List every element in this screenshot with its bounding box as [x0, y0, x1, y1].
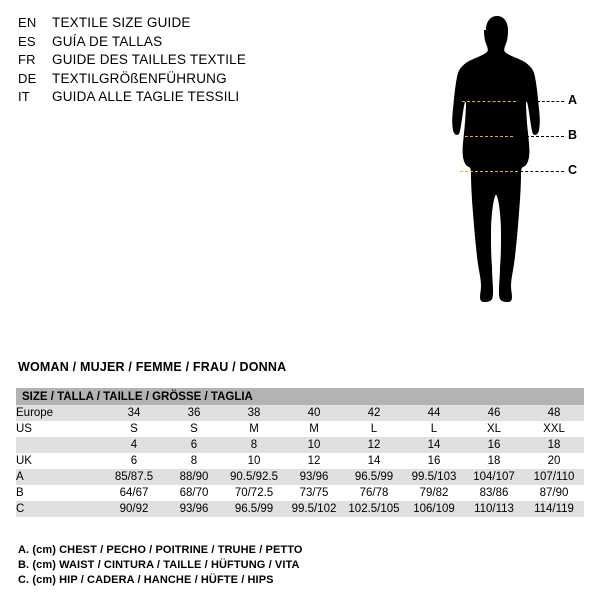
language-row	[18, 70, 348, 89]
table-cell: 96.5/99	[344, 469, 404, 485]
table-cell: 12	[344, 437, 404, 453]
table-cell: 76/78	[344, 485, 404, 501]
waist-leader-line	[516, 136, 564, 137]
language-code: EN	[18, 15, 37, 30]
table-row	[16, 469, 584, 485]
table-cell: 20	[524, 453, 584, 469]
table-cell: 99.5/102	[284, 501, 344, 517]
table-row	[16, 501, 584, 517]
table-cell: 10	[284, 437, 344, 453]
table-cell: 48	[524, 405, 584, 421]
language-title: GUIDA ALLE TAGLIE TESSILI	[52, 89, 240, 104]
table-cell: 68/70	[164, 485, 224, 501]
table-cell: 18	[524, 437, 584, 453]
language-row	[18, 33, 348, 52]
table-cell: 40	[284, 405, 344, 421]
table-cell: 106/109	[404, 501, 464, 517]
row-label: UK	[16, 453, 104, 469]
table-cell: L	[404, 421, 464, 437]
row-label: US	[16, 421, 104, 437]
table-cell: 90.5/92.5	[224, 469, 284, 485]
table-cell: 99.5/103	[404, 469, 464, 485]
table-row	[16, 437, 584, 453]
table-cell: S	[104, 421, 164, 437]
table-cell: 64/67	[104, 485, 164, 501]
table-cell: 8	[224, 437, 284, 453]
table-row	[16, 421, 584, 437]
legend-line-c: C. (cm) HIP / CADERA / HANCHE / HÜFTE / HIPS	[18, 574, 274, 586]
table-cell: 44	[404, 405, 464, 421]
table-cell: 14	[404, 437, 464, 453]
table-cell: 102.5/105	[344, 501, 404, 517]
language-code: FR	[18, 52, 36, 67]
table-cell: 73/75	[284, 485, 344, 501]
table-cell: 6	[164, 437, 224, 453]
row-label	[16, 437, 104, 453]
legend-line-a: A. (cm) CHEST / PECHO / POITRINE / TRUHE / PETTO	[18, 544, 303, 556]
hip-leader-line	[520, 171, 564, 172]
language-title: GUÍA DE TALLAS	[52, 33, 163, 49]
table-cell: 10	[224, 453, 284, 469]
table-cell: 16	[464, 437, 524, 453]
waist-measure-line	[465, 136, 513, 137]
measurement-legend	[18, 543, 303, 588]
table-cell: 36	[164, 405, 224, 421]
section-title: WOMAN / MUJER / FEMME / FRAU / DONNA	[18, 360, 287, 374]
table-cell: S	[164, 421, 224, 437]
table-cell: 70/72.5	[224, 485, 284, 501]
table-cell: 104/107	[464, 469, 524, 485]
marker-label-a: A	[568, 93, 578, 107]
table-cell: 83/86	[464, 485, 524, 501]
language-row	[18, 14, 348, 33]
language-title: TEXTILGRÖßENFÜHRUNG	[52, 70, 227, 86]
table-row	[16, 485, 584, 501]
table-row	[16, 453, 584, 469]
table-cell: 90/92	[104, 501, 164, 517]
table-cell: 18	[464, 453, 524, 469]
table-row	[16, 405, 584, 421]
chest-measure-line	[462, 101, 516, 102]
table-cell: 46	[464, 405, 524, 421]
table-cell: 42	[344, 405, 404, 421]
table-cell: 4	[104, 437, 164, 453]
table-cell: 16	[404, 453, 464, 469]
table-cell: M	[224, 421, 284, 437]
table-cell: 34	[104, 405, 164, 421]
hip-measure-line	[460, 171, 518, 172]
row-label: B	[16, 485, 104, 501]
table-cell: 107/110	[524, 469, 584, 485]
table-header-label: SIZE / TALLA / TAILLE / GRÖSSE / TAGLIA	[16, 388, 584, 405]
language-title: GUIDE DES TAILLES TEXTILE	[52, 52, 247, 67]
female-silhouette-figure	[430, 8, 590, 380]
table-cell: 6	[104, 453, 164, 469]
legend-line-b: B. (cm) WAIST / CINTURA / TAILLE / HÜFTUNG / VITA	[18, 559, 300, 571]
chest-leader-line	[518, 101, 564, 102]
row-label: C	[16, 501, 104, 517]
table-cell: 38	[224, 405, 284, 421]
table-cell: 87/90	[524, 485, 584, 501]
table-header-row	[16, 388, 584, 405]
table-cell: 12	[284, 453, 344, 469]
table-cell: 96.5/99	[224, 501, 284, 517]
language-title-list	[18, 14, 348, 107]
table-cell: L	[344, 421, 404, 437]
table-cell: 114/119	[524, 501, 584, 517]
table-cell: M	[284, 421, 344, 437]
size-table	[16, 388, 584, 517]
table-cell: 93/96	[284, 469, 344, 485]
table-cell: 93/96	[164, 501, 224, 517]
row-label: Europe	[16, 405, 104, 421]
row-label: A	[16, 469, 104, 485]
language-code: IT	[18, 89, 30, 104]
table-cell: 88/90	[164, 469, 224, 485]
table-cell: 110/113	[464, 501, 524, 517]
language-row	[18, 51, 348, 70]
table-cell: 8	[164, 453, 224, 469]
language-title: TEXTILE SIZE GUIDE	[52, 15, 191, 30]
language-code: DE	[18, 70, 37, 86]
marker-label-b: B	[568, 128, 578, 142]
female-silhouette-icon	[430, 8, 590, 380]
table-cell: XL	[464, 421, 524, 437]
table-cell: 14	[344, 453, 404, 469]
language-row	[18, 88, 348, 107]
table-cell: 79/82	[404, 485, 464, 501]
language-code: ES	[18, 33, 36, 49]
table-cell: XXL	[524, 421, 584, 437]
table-cell: 85/87.5	[104, 469, 164, 485]
marker-label-c: C	[568, 163, 578, 177]
